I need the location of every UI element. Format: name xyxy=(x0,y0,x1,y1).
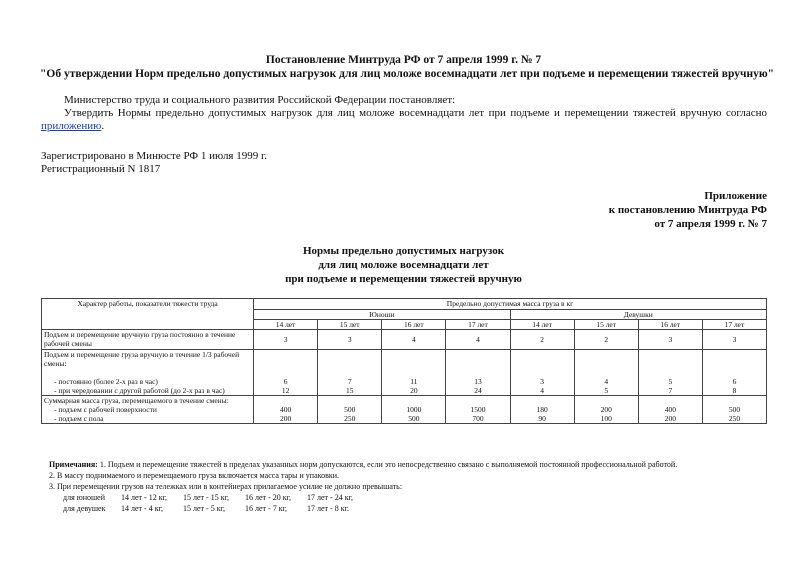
cell-value: 400 xyxy=(279,405,292,414)
table-cell xyxy=(382,396,446,424)
appendix-link[interactable]: приложению xyxy=(41,120,102,132)
header-girls: Девушки xyxy=(510,310,767,320)
cell-value: 200 xyxy=(279,414,292,423)
note-value: 14 лет - 4 кг, xyxy=(121,504,163,513)
body-resolution-text: Утвердить Нормы предельно допустимых нагрузок для лиц моложе восемнадцати лет при подъеме и перемещении тяжестей вручную согласно xyxy=(64,107,767,119)
cell-value: 8 xyxy=(732,386,737,395)
cell-value: 500 xyxy=(344,405,356,414)
cell-value: 500 xyxy=(728,405,741,414)
document-subtitle: "Об утверждении Норм предельно допустимых нагрузок для лиц моложе восемнадцати лет при подъеме и перемещении тяжестей вручную" xyxy=(40,68,775,80)
table-cell xyxy=(574,396,638,424)
row-label-main: Подъем и перемещение груза вручную в течение 1/3 рабочей смены: xyxy=(44,350,240,368)
body-resolution-tail: . xyxy=(101,120,105,132)
appendix-label: Приложение xyxy=(704,190,767,202)
age-header: 14 лет xyxy=(510,320,574,330)
table-cell xyxy=(254,396,318,424)
registration-info: Зарегистрировано в Минюсте РФ 1 июля 1999 г. xyxy=(41,150,268,162)
header-max-mass: Предельно допустимая масса груза в кг xyxy=(254,299,767,310)
cell-value: 5 xyxy=(604,386,609,395)
table-cell xyxy=(382,350,446,396)
appendix-ref: к постановлению Минтруда РФ xyxy=(608,204,767,216)
table-cell xyxy=(254,350,318,396)
cell-value: 100 xyxy=(600,414,612,423)
table-cell xyxy=(446,396,510,424)
table-cell: 4 xyxy=(446,330,510,350)
cell-value: 250 xyxy=(344,414,356,423)
note-3: 3. При перемещении грузов на тележках или в контейнерах прилагаемое усилие не должно превышать: xyxy=(49,482,403,491)
cell-value: 13 xyxy=(474,377,482,386)
age-header: 16 лет xyxy=(382,320,446,330)
table-cell: 3 xyxy=(254,330,318,350)
note-text: 1. Подъем и перемещение тяжестей в пределах указанных норм допускаются, если это непосредственно связано с выполняемой постоянной профессиональной работой. xyxy=(99,460,678,469)
header-work-type: Характер работы, показатели тяжести труда xyxy=(42,299,254,330)
table-cell xyxy=(638,350,702,396)
note-value: 14 лет - 12 кг, xyxy=(121,493,167,502)
age-header: 17 лет xyxy=(446,320,510,330)
notes-block xyxy=(49,459,767,514)
table-cell: 3 xyxy=(318,330,382,350)
row-label-sub: - постоянно (более 2-х раз в час) xyxy=(54,377,158,386)
cell-value: 15 xyxy=(345,386,354,395)
cell-value: 12 xyxy=(281,386,290,395)
table-cell xyxy=(702,350,766,396)
note-2: 2. В массу поднимаемого и перемещаемого груза включается масса тары и упаковки. xyxy=(49,471,340,480)
age-header: 15 лет xyxy=(574,320,638,330)
table-cell xyxy=(510,396,574,424)
note-boys-limits xyxy=(49,492,767,503)
cell-value: 11 xyxy=(410,377,418,386)
table-cell xyxy=(702,396,766,424)
row-label-main: Суммарная масса груза, перемещаемого в течение смены: xyxy=(44,396,229,405)
cell-value: 24 xyxy=(474,386,482,395)
table-cell xyxy=(318,350,382,396)
cell-value: 90 xyxy=(538,414,546,423)
table-cell xyxy=(318,396,382,424)
age-header: 14 лет xyxy=(254,320,318,330)
registration-number: Регистрационный N 1817 xyxy=(41,163,161,175)
note-value: 16 лет - 20 кг, xyxy=(245,493,291,502)
body-resolution xyxy=(41,107,767,133)
table-cell: 2 xyxy=(574,330,638,350)
cell-value: 6 xyxy=(732,377,737,386)
notes-label: Примечания: xyxy=(49,460,98,469)
row-label-sub: - при чередовании с другой работой (до 2-х раз в час) xyxy=(54,386,225,395)
cell-value: 20 xyxy=(410,386,418,395)
table-cell xyxy=(638,396,702,424)
table-row xyxy=(42,396,767,424)
cell-value: 6 xyxy=(283,377,288,386)
age-header: 15 лет xyxy=(318,320,382,330)
cell-value: 180 xyxy=(536,405,548,414)
cell-value: 1500 xyxy=(470,405,486,414)
cell-value: 4 xyxy=(604,377,609,386)
age-header: 16 лет xyxy=(638,320,702,330)
cell-value: 700 xyxy=(472,414,484,423)
cell-value: 3 xyxy=(540,377,544,386)
cell-value: 7 xyxy=(347,377,352,386)
cell-value: 7 xyxy=(668,386,673,395)
cell-value: 200 xyxy=(664,414,676,423)
appendix-date: от 7 апреля 1999 г. № 7 xyxy=(654,218,767,230)
table-cell: 2 xyxy=(510,330,574,350)
age-header: 17 лет xyxy=(702,320,766,330)
note-group-label: для юношей xyxy=(63,493,105,502)
table-row xyxy=(42,330,767,350)
note-value: 15 лет - 15 кг, xyxy=(183,493,229,502)
cell-value: 1000 xyxy=(406,405,422,414)
cell-value: 400 xyxy=(664,405,676,414)
table-row xyxy=(42,350,767,396)
table-cell: 4 xyxy=(382,330,446,350)
document-title: Постановление Минтруда РФ от 7 апреля 1999 г. № 7 xyxy=(265,54,542,66)
row-label xyxy=(42,350,254,396)
cell-value: 250 xyxy=(728,414,741,423)
note-value: 16 лет - 7 кг, xyxy=(245,504,287,513)
row-label: Подъем и перемещение вручную груза постоянно в течение рабочей смены xyxy=(42,330,254,350)
body-intro: Министерство труда и социального развития Российской Федерации постановляет: xyxy=(64,94,456,106)
norms-title-line1: Нормы предельно допустимых нагрузок xyxy=(302,245,505,257)
note-value: 17 лет - 8 кг. xyxy=(307,504,349,513)
table-cell: 3 xyxy=(702,330,766,350)
table-cell xyxy=(510,350,574,396)
table-cell: 3 xyxy=(638,330,702,350)
header-boys: Юноши xyxy=(254,310,511,320)
row-label-sub: - подъем с рабочей поверхности xyxy=(54,405,157,414)
cell-value: 4 xyxy=(540,386,544,395)
norms-title-line3: при подъеме и перемещении тяжестей вручную xyxy=(285,273,522,285)
table-cell xyxy=(446,350,510,396)
norms-table xyxy=(41,298,767,424)
cell-value: 5 xyxy=(668,377,673,386)
note-1 xyxy=(49,459,767,470)
norms-title-line2: для лиц моложе восемнадцати лет xyxy=(318,259,489,271)
note-girls-limits xyxy=(49,503,767,514)
table-cell xyxy=(574,350,638,396)
note-group-label: для девушек xyxy=(63,504,106,513)
row-label-sub: - подъем с пола xyxy=(54,414,104,423)
cell-value: 200 xyxy=(600,405,612,414)
cell-value: 500 xyxy=(408,414,420,423)
note-value: 17 лет - 24 кг, xyxy=(307,493,353,502)
row-label xyxy=(42,396,254,424)
note-value: 15 лет - 5 кг, xyxy=(183,504,225,513)
